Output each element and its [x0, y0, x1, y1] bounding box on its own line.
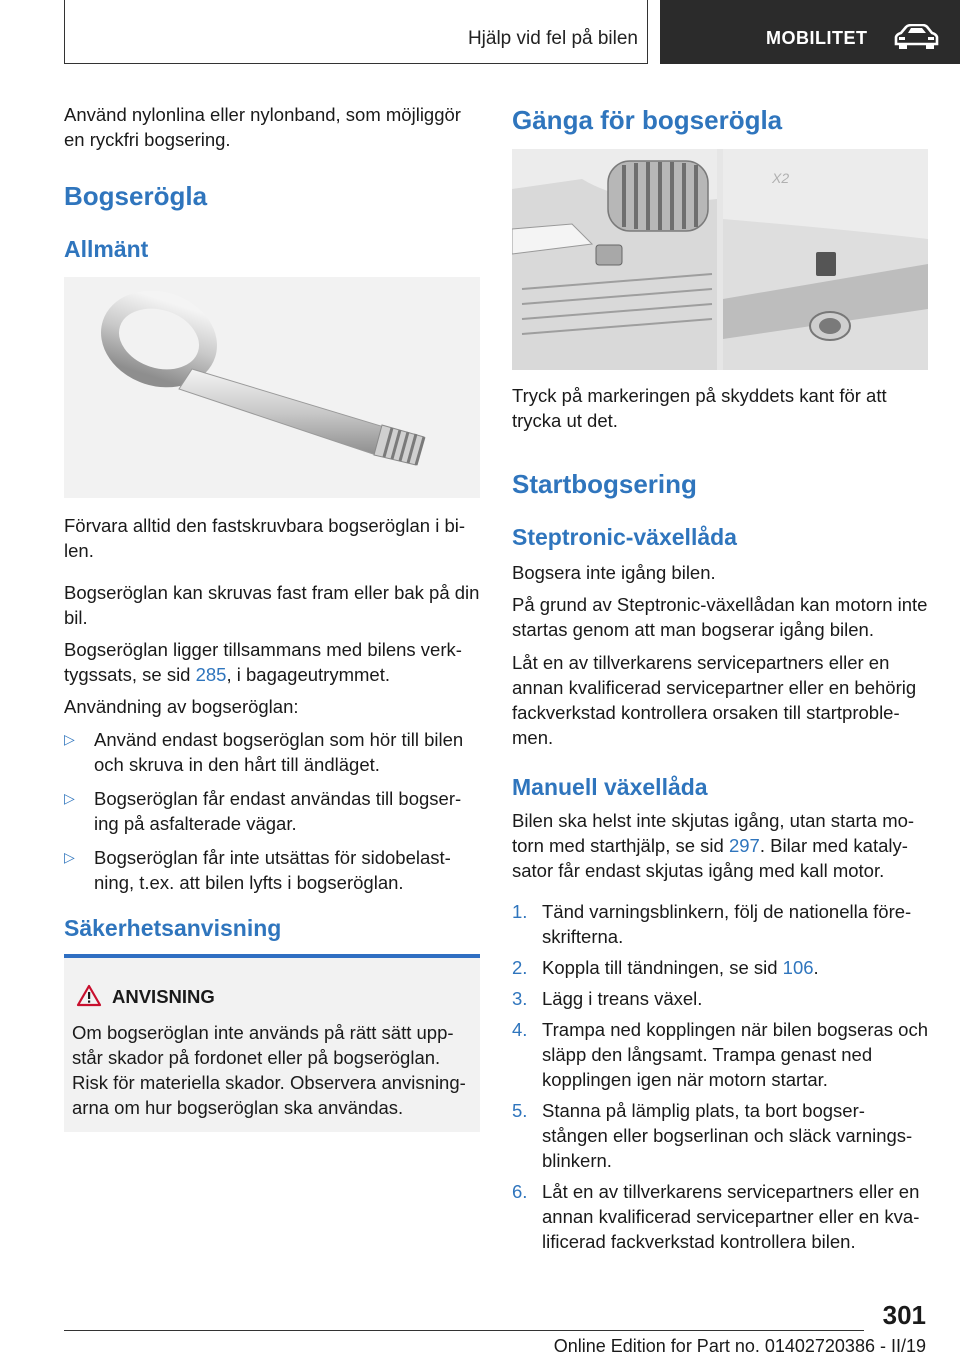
step-number: 4.: [512, 1019, 528, 1040]
triangle-bullet-icon: ▷: [64, 849, 75, 865]
start-tow-steps: [512, 899, 928, 1260]
p-press-mark: Tryck på markeringen på skyddets kant för att trycka ut det.: [512, 385, 887, 431]
svg-text:X2: X2: [772, 170, 790, 186]
car-icon: [892, 24, 940, 50]
p-eye-location-text-end: , i bagageutrymmet.: [226, 664, 390, 685]
tow-eye-illustration: [64, 277, 480, 498]
list-item: [512, 955, 928, 980]
heading-bogseroegla: Bogserögla: [64, 181, 208, 211]
warning-text: Om bogseröglan inte används på rätt sätt upp-står skador på fordonet eller på bogseröglan. Risk för materiella skador. Observera anvisning-arna om hur bogseröglan ska användas.: [72, 1022, 466, 1118]
list-item: [64, 845, 480, 895]
list-item: [64, 727, 480, 777]
warning-title: ANVISNING: [112, 986, 215, 1007]
footer-divider: [64, 1330, 864, 1331]
p-usage-intro: Användning av bogseröglan:: [64, 696, 299, 717]
thread-cover-figure: [512, 149, 928, 370]
p-mount-eye: Bogseröglan kan skruvas fast fram eller bak på din bil.: [64, 582, 480, 628]
p-eye-location: [64, 637, 480, 687]
list-item: [512, 1179, 928, 1254]
p-manual-text: Bilen ska helst inte skjutas igång, utan starta mo-torn med starthjälp, se sid: [512, 810, 915, 856]
header-section-label: MOBILITET: [766, 28, 868, 48]
heading-sakerhetsanvisning: Säkerhetsanvisning: [64, 915, 282, 941]
heading-manuell: Manuell växellåda: [512, 774, 708, 800]
step-text: Låt en av tillverkarens servicepartners eller en annan kvalificerad servicepartner eller en kva-lificerad fackverkstad kontrollera bilen.: [542, 1181, 920, 1252]
p-no-tow-start: Bogsera inte igång bilen.: [512, 562, 716, 583]
list-item: [512, 1017, 928, 1092]
step-number: 1.: [512, 901, 528, 922]
p-store-eye: Förvara alltid den fastskruvbara bogseröglan i bi-len.: [64, 515, 466, 561]
usage-bullet-list: [64, 727, 480, 904]
header-section-tab: [660, 0, 960, 64]
step-text: Trampa ned kopplingen när bilen bogseras och släpp den långsamt. Trampa genast ned kopplingen igen när motorn startar.: [542, 1019, 929, 1090]
step-text-end: .: [813, 957, 819, 978]
list-item: [512, 899, 928, 949]
p-manual-push-start: [512, 808, 928, 883]
step-text: Stanna på lämplig plats, ta bort bogser-stången eller bogserlinan och släck varnings-blinkern.: [542, 1100, 913, 1171]
bumper-illustration: [512, 149, 928, 370]
bullet-text: Bogseröglan får endast användas till bogser-ing på asfalterade vägar.: [94, 788, 462, 834]
list-item: [512, 986, 928, 1011]
step-number: 2.: [512, 957, 528, 978]
step-text: Lägg i treans växel.: [542, 988, 703, 1009]
heading-ganga: Gänga för bogserögla: [512, 105, 783, 135]
page-link-297[interactable]: 297: [728, 835, 760, 856]
header-chapter-title: Hjälp vid fel på bilen: [467, 28, 638, 49]
list-item: [512, 1098, 928, 1173]
triangle-bullet-icon: ▷: [64, 731, 75, 747]
intro-text: Använd nylonlina eller nylonband, som möjliggör en ryckfri bogsering.: [64, 104, 461, 150]
p-steptronic-reason: På grund av Steptronic-växellådan kan motorn inte startas genom att man bogserar igång bilen.: [512, 594, 928, 640]
step-text: Tänd varningsblinkern, följ de nationella före-skrifterna.: [542, 901, 912, 947]
tow-eye-figure: [64, 277, 480, 498]
warning-box: [64, 954, 480, 1132]
heading-allmant: Allmänt: [64, 236, 149, 262]
heading-steptronic: Steptronic-växellåda: [512, 524, 737, 550]
p-manual-text-end: . Bilar med kataly-sator får endast skjutas igång med kall motor.: [512, 835, 908, 881]
page-number: 301: [882, 1300, 926, 1330]
p-eye-location-text: Bogseröglan ligger tillsammans med bilens verk-tygssats, se sid: [64, 639, 462, 685]
step-number: 3.: [512, 988, 528, 1009]
triangle-bullet-icon: ▷: [64, 790, 75, 806]
heading-startbogsering: Startbogsering: [512, 469, 697, 499]
bullet-text: Använd endast bogseröglan som hör till bilen och skruva in den hårt till ändläget.: [94, 729, 464, 775]
page-link-285[interactable]: 285: [195, 664, 227, 685]
step-text: Koppla till tändningen, se sid: [542, 957, 783, 978]
step-number: 6.: [512, 1181, 528, 1202]
warning-triangle-icon: [76, 984, 102, 1007]
p-steptronic-service: Låt en av tillverkarens servicepartners eller en annan kvalificerad servicepartner eller en behörig fackverkstad kontrollera orsaken till startproble-men.: [512, 652, 917, 748]
bullet-text: Bogseröglan får inte utsättas för sidobelast-ning, t.ex. att bilen lyfts i bogseröglan.: [94, 847, 451, 893]
step-number: 5.: [512, 1100, 528, 1121]
footer-edition: Online Edition for Part no. 01402720386 - II/19: [553, 1336, 926, 1356]
list-item: [64, 786, 480, 836]
page-link-106[interactable]: 106: [782, 957, 814, 978]
